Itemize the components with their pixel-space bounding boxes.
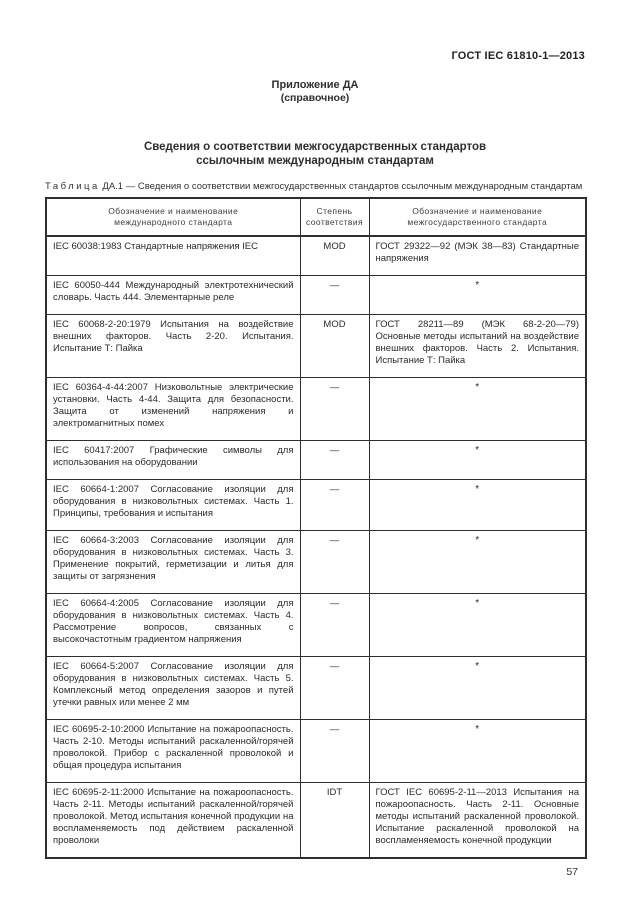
degree-cell: — [300, 720, 369, 783]
interstate-standard-cell: * [369, 657, 586, 720]
interstate-standard-cell: ГОСТ IEC 60695-2-11—2013 Испытания на пожароопасность. Часть 2-11. Основные методы испытаний раскаленной проволокой. Испытание раскаленной проволокой на воспламеняемость конечной продукции [369, 783, 586, 859]
interstate-standard-cell: * [369, 276, 586, 315]
intl-standard-cell: IEC 60050-444 Международный электротехнический словарь. Часть 444. Элементарные реле [46, 276, 300, 315]
degree-cell: — [300, 594, 369, 657]
interstate-standard-cell: * [369, 531, 586, 594]
table-row [46, 720, 586, 783]
table-row [46, 783, 586, 859]
intl-standard-cell: IEC 60417:2007 Графические символы для использования на оборудовании [46, 441, 300, 480]
table-row [46, 236, 586, 276]
page-title [45, 140, 585, 168]
table-row [46, 315, 586, 378]
document-reference: ГОСТ IEC 61810-1—2013 [451, 50, 585, 62]
table-row [46, 531, 586, 594]
intl-standard-cell: IEC 60068-2-20:1979 Испытания на воздействие внешних факторов. Часть 2-20. Испытания. Испытание Т: Пайка [46, 315, 300, 378]
intl-standard-cell: IEC 60664-3:2003 Согласование изоляции для оборудования в низковольтных системах. Часть 3. Применение покрытий, герметизации и литья для защиты от загрязнения [46, 531, 300, 594]
page-title-line2: ссылочным международным стандартам [196, 155, 434, 167]
table-row [46, 480, 586, 531]
header-interstate-standard: Обозначение и наименование межгосударственного стандарта [369, 198, 586, 236]
intl-standard-cell: IEC 60695-2-11:2000 Испытание на пожароопасность. Часть 2-11. Методы испытаний раскаленной/горячей проволокой. Метод испытания конечной продукции на воспламеняемость под действием раскаленной проволоки [46, 783, 300, 859]
table-body [46, 236, 586, 858]
interstate-standard-cell: * [369, 378, 586, 441]
interstate-standard-cell: * [369, 480, 586, 531]
intl-standard-cell: IEC 60695-2-10:2000 Испытание на пожароопасность. Часть 2-10. Методы испытаний раскаленной/горячей проволокой. Прибор с раскаленной проволокой и общая процедура испытания [46, 720, 300, 783]
table-caption-text: — Сведения о соответствии межгосударственных стандартов ссылочным международным стандартам [125, 181, 583, 192]
table-row [46, 441, 586, 480]
degree-cell: — [300, 480, 369, 531]
page-title-line1: Сведения о соответствии межгосударственных стандартов [143, 141, 487, 153]
degree-cell: — [300, 657, 369, 720]
intl-standard-cell: IEC 60664-5:2007 Согласование изоляции для оборудования в низковольтных системах. Часть 5. Комплексный метод определения зазоров и путей утечки равных или менее 2 мм [46, 657, 300, 720]
interstate-standard-cell: ГОСТ 29322—92 (МЭК 38—83) Стандартные напряжения [369, 236, 586, 276]
table-header [46, 198, 586, 236]
degree-cell: MOD [300, 315, 369, 378]
interstate-standard-cell: ГОСТ 28211—89 (МЭК 68-2-20—79) Основные методы испытаний на воздействие внешних факторов. Часть 2. Испытания. Испытание Т: Пайка [369, 315, 586, 378]
header-intl-standard: Обозначение и наименование международного стандарта [46, 198, 300, 236]
degree-cell: — [300, 378, 369, 441]
header-degree: Степень соответствия [300, 198, 369, 236]
degree-cell: MOD [300, 236, 369, 276]
table-row [46, 378, 586, 441]
appendix-label: Приложение ДА [271, 79, 359, 91]
table-row [46, 276, 586, 315]
table-header-row [46, 198, 586, 236]
intl-standard-cell: IEC 60038:1983 Стандартные напряжения IEC [46, 236, 300, 276]
interstate-standard-cell: * [369, 720, 586, 783]
table-row [46, 657, 586, 720]
degree-cell: — [300, 531, 369, 594]
correspondence-table [45, 197, 587, 859]
page-number: 57 [566, 866, 578, 878]
intl-standard-cell: IEC 60664-4:2005 Согласование изоляции для оборудования в низковольтных системах. Часть 4. Рассмотрение вопросов, связанных с высокочастотным градиентом напряжения [46, 594, 300, 657]
page-content [45, 0, 585, 878]
table-caption-label: Таблица [45, 181, 100, 192]
table-row [46, 594, 586, 657]
degree-cell: IDT [300, 783, 369, 859]
intl-standard-cell: IEC 60364-4-44:2007 Низковольтные электрические установки. Часть 4-44. Защита для безопасности. Защита от изменений напряжения и электромагнитных помех [46, 378, 300, 441]
interstate-standard-cell: * [369, 594, 586, 657]
degree-cell: — [300, 441, 369, 480]
interstate-standard-cell: * [369, 441, 586, 480]
table-caption-number: ДА.1 [102, 181, 124, 192]
appendix-type: (справочное) [280, 92, 350, 104]
intl-standard-cell: IEC 60664-1:2007 Согласование изоляции для оборудования в низковольтных системах. Часть 1. Принципы, требования и испытания [46, 480, 300, 531]
table-caption [45, 181, 585, 193]
degree-cell: — [300, 276, 369, 315]
